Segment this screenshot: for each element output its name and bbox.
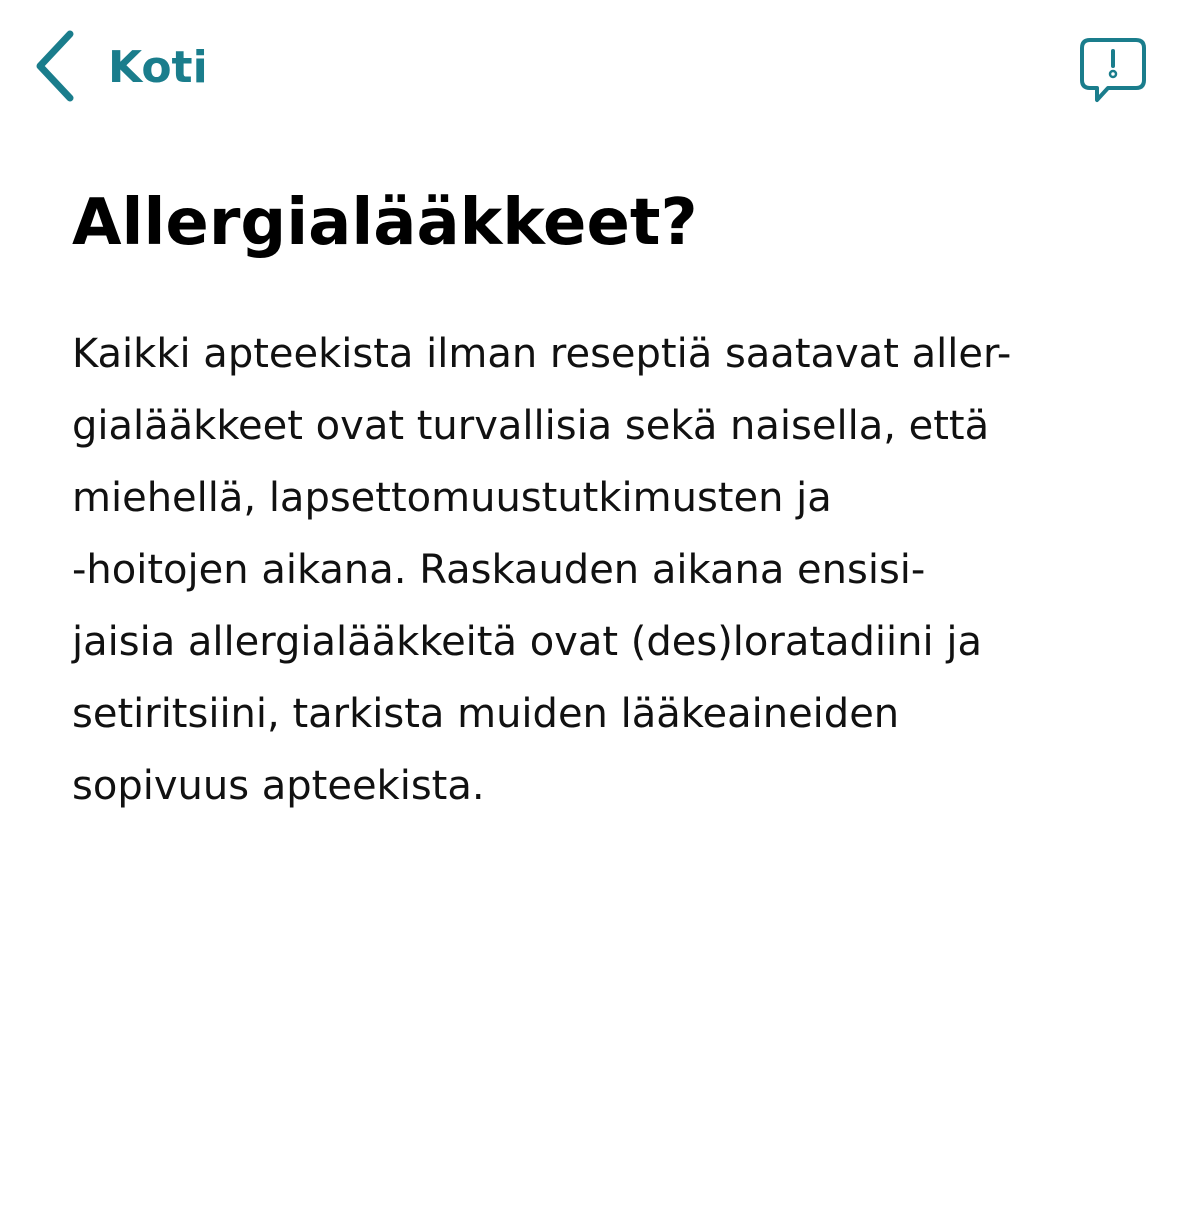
chevron-left-icon	[30, 28, 78, 108]
article-body	[72, 318, 1132, 822]
back-button-label: Koti	[108, 42, 208, 93]
feedback-button[interactable]	[1078, 36, 1148, 106]
body-text-line: jaisia allergialääkkeitä ovat (des)loratadiini ja	[72, 619, 982, 665]
body-text-line: sopivuus apteekista.	[72, 763, 485, 809]
feedback-exclamation-icon	[1078, 36, 1148, 106]
back-button[interactable]	[30, 28, 208, 108]
body-text-line: setiritsiini, tarkista muiden lääkeaineiden	[72, 691, 900, 737]
body-text-line: -hoitojen aikana. Raskauden aikana ensisi-	[72, 547, 926, 593]
body-text-line: gialääkkeet ovat turvallisia sekä naisella, että	[72, 403, 990, 449]
body-text-line: miehellä, lapsettomuustutkimusten ja	[72, 475, 832, 521]
navigation-bar	[0, 0, 1179, 140]
body-text-line: Kaikki apteekista ilman reseptiä saatavat aller-	[72, 331, 1012, 377]
page-title: Allergialääkkeet?	[72, 186, 698, 260]
